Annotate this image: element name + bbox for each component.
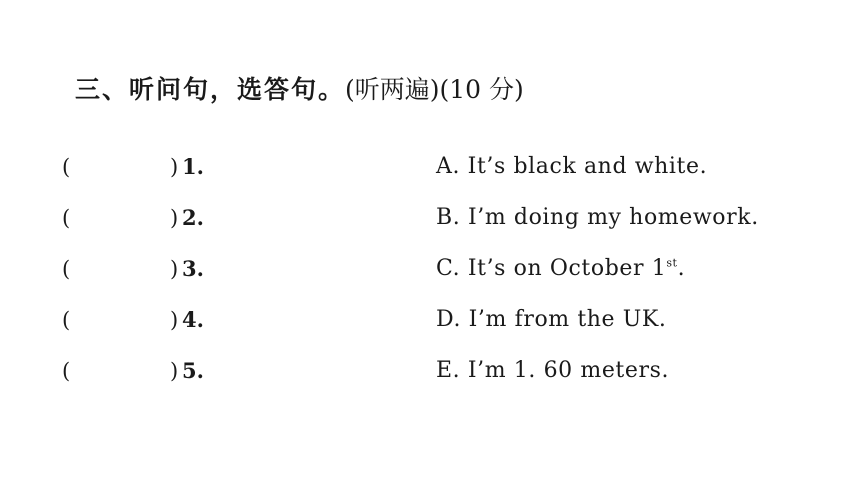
answer-blank-open: ( — [62, 308, 71, 332]
answer-option-c-text: C. It’s on October 1 — [436, 256, 667, 281]
answer-blank-close: ) — [170, 206, 179, 230]
answer-option-c — [436, 254, 685, 284]
section-heading — [75, 72, 524, 108]
section-note: (听两遍)(10 分) — [345, 75, 524, 104]
answer-blank-open: ( — [62, 206, 71, 230]
answer-blank-close: ) — [170, 155, 179, 179]
answer-blank-close: ) — [170, 359, 179, 383]
question-number: 1. — [182, 154, 204, 179]
section-title: 三、听问句，选答句。 — [75, 75, 346, 104]
question-number: 5. — [182, 358, 204, 383]
answer-blank-open: ( — [62, 359, 71, 383]
answer-blank-open: ( — [62, 155, 71, 179]
answer-option-e: E. I’m 1. 60 meters. — [436, 358, 670, 383]
answer-blank-close: ) — [170, 308, 179, 332]
question-row-3 — [62, 254, 242, 284]
question-row-2 — [62, 203, 242, 233]
answer-blank-close: ) — [170, 257, 179, 281]
ordinal-suffix: st — [666, 256, 678, 270]
answer-option-d: D. I’m from the UK. — [436, 307, 667, 332]
answer-option-a: A. It’s black and white. — [436, 154, 708, 179]
question-row-1 — [62, 152, 242, 182]
answer-option-b: B. I’m doing my homework. — [436, 205, 759, 230]
answer-option-c-period: . — [677, 256, 686, 281]
question-number: 4. — [182, 307, 204, 332]
question-number: 2. — [182, 205, 204, 230]
question-row-4 — [62, 305, 242, 335]
question-number: 3. — [182, 256, 204, 281]
question-row-5 — [62, 356, 242, 386]
answer-blank-open: ( — [62, 257, 71, 281]
